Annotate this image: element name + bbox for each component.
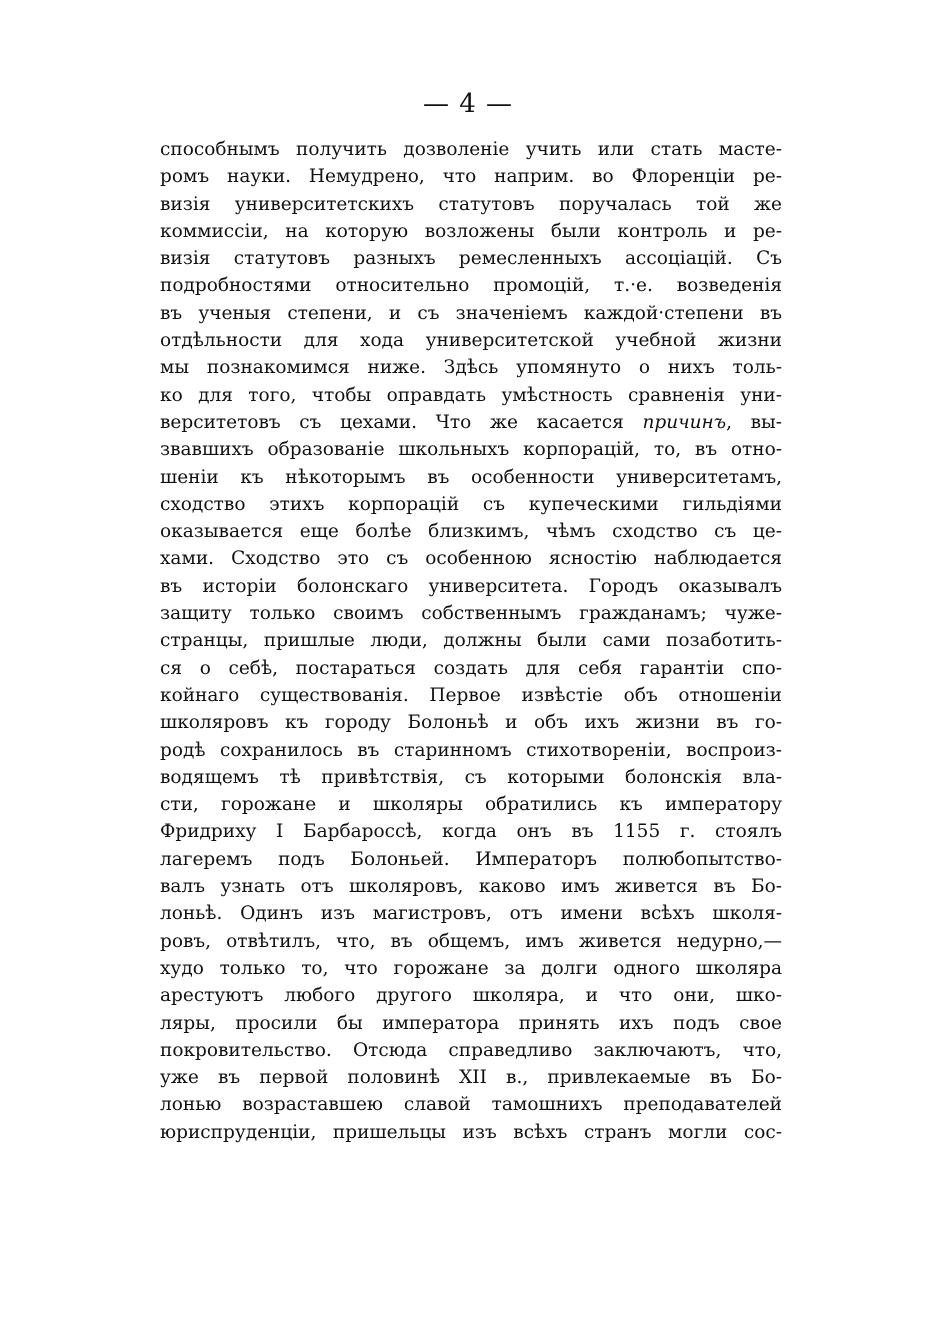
text-line: звавшихъ образованіе школьныхъ корпорацій, то, въ отно- <box>160 439 782 461</box>
text-line-with-italic <box>160 409 782 436</box>
text-line: хами. Сходство это съ особенною ясностію наблюдается <box>160 548 782 570</box>
text-line: родѣ сохранилось въ старинномъ стихотвореніи, воспроиз- <box>160 739 782 761</box>
text-line: койнаго существованія. Первое извѣстіе объ отношеніи <box>160 684 782 706</box>
text-line: визія статутовъ разныхъ ремесленныхъ ассоціацій. Съ <box>160 248 782 270</box>
italic-word: причинъ <box>642 411 727 433</box>
text-line: сходство этихъ корпорацій съ купеческими гильдіями <box>160 493 782 515</box>
text-line: юриспруденціи, пришельцы изъ всѣхъ странъ могли сос- <box>160 1121 782 1143</box>
text-line: способнымъ получить дозволеніе учить или стать масте- <box>160 139 782 160</box>
text-line: коммиссіи, на которую возложены были контроль и ре- <box>160 220 782 242</box>
text-line: ко для того, чтобы оправдать умѣстность сравненія уни- <box>160 384 782 406</box>
text-line: валъ узнать отъ школяровъ, каково имъ живется въ Бо- <box>160 876 782 898</box>
text-line: арестуютъ любого другого школяра, и что они, шко- <box>160 985 782 1007</box>
text-segment: верситетовъ съ цехами. Что же касается <box>160 411 624 433</box>
text-line: сти, горожане и школяры обратились къ императору <box>160 794 782 816</box>
text-line: въ исторіи болонскаго университета. Городъ оказывалъ <box>160 575 782 597</box>
text-line: визія университетскихъ статутовъ поручалась той же <box>160 193 782 215</box>
text-line: шеніи къ нѣкоторымъ въ особенности университетамъ, <box>160 466 782 488</box>
text-line: водящемъ тѣ привѣтствія, съ которыми болонскія вла- <box>160 766 782 788</box>
text-line: лонью возраставшею славой тамошнихъ преподавателей <box>160 1094 782 1116</box>
text-segment: , вы- <box>726 411 782 433</box>
text-line: подробностями относительно промоцій, т.·е. возведенія <box>160 275 782 297</box>
text-line: ся о себѣ, постараться создать для себя гарантіи спо- <box>160 657 782 679</box>
text-line: ляры, просили бы императора принять ихъ подъ свое <box>160 1012 782 1034</box>
text-line: странцы, пришлые люди, должны были сами позаботить- <box>160 630 782 652</box>
page-number: — 4 — <box>422 89 514 119</box>
text-line: защиту только своимъ собственнымъ гражданамъ; чуже- <box>160 603 782 625</box>
text-line: худо только то, что горожане за долги одного школяра <box>160 957 782 979</box>
text-line: уже въ первой половинѣ XII в., привлекаемые въ Бо- <box>160 1067 782 1089</box>
text-line: мы познакомимся ниже. Здѣсь упомянуто о нихъ толь- <box>160 357 782 379</box>
text-line: оказывается еще болѣе близкимъ, чѣмъ сходство съ це- <box>160 521 782 543</box>
text-line: покровительство. Отсюда справедливо заключаютъ, что, <box>160 1039 782 1061</box>
text-line: ровъ, отвѣтилъ, что, въ общемъ, имъ живется недурно,— <box>160 930 782 952</box>
text-line: отдѣльности для хода университетской учебной жизни <box>160 330 782 352</box>
text-line: ромъ науки. Немудрено, что наприм. во Флоренціи ре- <box>160 166 782 188</box>
text-line: лоньѣ. Одинъ изъ магистровъ, отъ имени всѣхъ школя- <box>160 903 782 925</box>
text-line: лагеремъ подъ Болоньей. Императоръ полюбопытство- <box>160 848 782 870</box>
body-text <box>160 136 782 1146</box>
text-line: въ ученыя степени, и съ значеніемъ каждой·степени въ <box>160 302 782 324</box>
text-line: школяровъ къ городу Болоньѣ и объ ихъ жизни въ го- <box>160 712 782 734</box>
text-line: Фридриху I Барбароссѣ, когда онъ въ 1155 г. стоялъ <box>160 821 782 843</box>
